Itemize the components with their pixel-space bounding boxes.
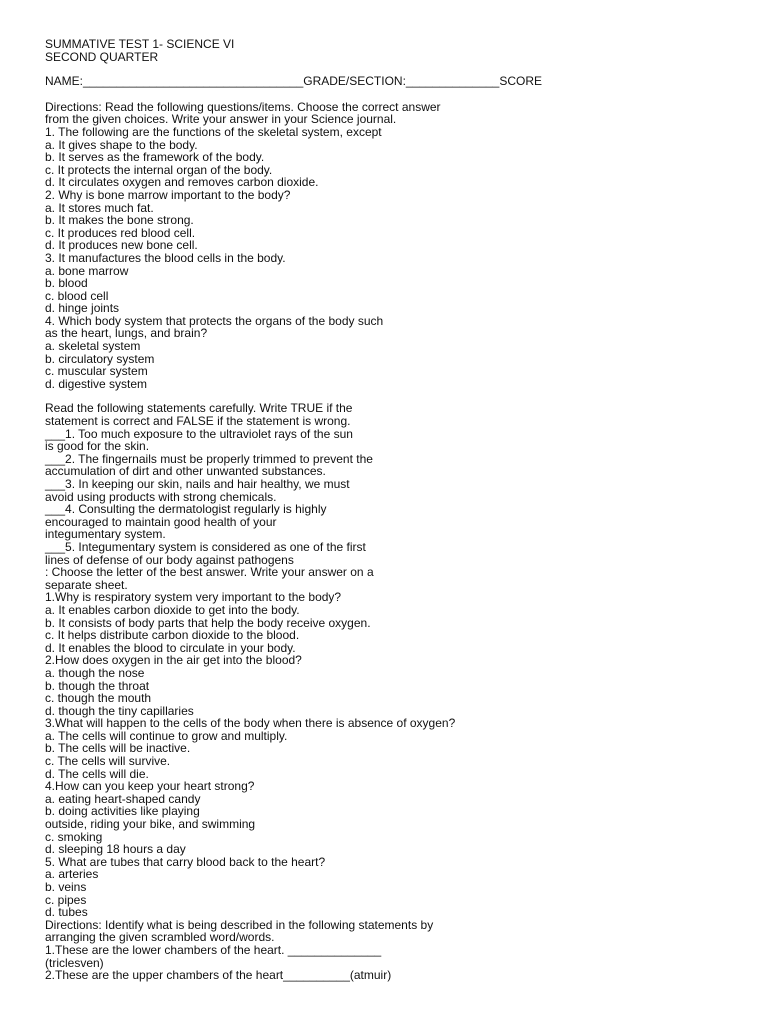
text-line: c. It produces red blood cell. xyxy=(45,225,196,240)
document-page xyxy=(45,38,745,982)
text-line: Directions: Identify what is being described in the following statements by xyxy=(45,917,434,932)
text-line: d. The cells will die. xyxy=(45,766,149,781)
text-line: c. The cells will survive. xyxy=(45,754,171,769)
text-line: c. blood cell xyxy=(45,288,109,303)
text-line: b. circulatory system xyxy=(45,351,155,366)
text-line: 2.How does oxygen in the air get into the blood? xyxy=(45,653,302,668)
text-line: a. It gives shape to the body. xyxy=(45,137,198,152)
text-line: encouraged to maintain good health of your xyxy=(45,514,277,529)
text-line: statement is correct and FALSE if the statement is wrong. xyxy=(45,414,351,429)
text-line: arranging the given scrambled word/words. xyxy=(45,930,275,945)
true-false-and-quiz-section xyxy=(45,402,745,981)
text-line: from the given choices. Write your answer in your Science journal. xyxy=(45,112,397,127)
text-line: ___2. The fingernails must be properly trimmed to prevent the xyxy=(45,451,373,466)
text-line: d. digestive system xyxy=(45,376,148,391)
text-line: 2. Why is bone marrow important to the body? xyxy=(45,187,291,202)
text-line: b. It consists of body parts that help the body receive oxygen. xyxy=(45,615,371,630)
text-line: accumulation of dirt and other unwanted substances. xyxy=(45,464,326,479)
text-line: c. pipes xyxy=(45,892,87,907)
text-line: 1.These are the lower chambers of the heart. ______________ xyxy=(45,942,382,957)
text-line: Read the following statements carefully. Write TRUE if the xyxy=(45,401,353,416)
text-line: b. though the throat xyxy=(45,678,150,693)
spacer xyxy=(45,88,745,101)
text-line: separate sheet. xyxy=(45,577,128,592)
text-line: d. It circulates oxygen and removes carbon dioxide. xyxy=(45,175,319,190)
document-title: SUMMATIVE TEST 1- SCIENCE VI xyxy=(45,37,235,51)
text-line: c. It helps distribute carbon dioxide to the blood. xyxy=(45,628,300,643)
text-line: avoid using products with strong chemicals. xyxy=(45,489,277,504)
text-line: a. It enables carbon dioxide to get into the body. xyxy=(45,602,300,617)
text-line: b. blood xyxy=(45,276,88,291)
text-line: ___5. Integumentary system is considered as one of the first xyxy=(45,539,366,554)
text-line: b. The cells will be inactive. xyxy=(45,741,191,756)
text-line: outside, riding your bike, and swimming xyxy=(45,817,256,832)
text-line: 1. The following are the functions of the skeletal system, except xyxy=(45,124,382,139)
text-line: d. It produces new bone cell. xyxy=(45,238,198,253)
text-line: d. It enables the blood to circulate in your body. xyxy=(45,640,296,655)
text-line: a. though the nose xyxy=(45,665,145,680)
text-line: 1.Why is respiratory system very important to the body? xyxy=(45,590,342,605)
text-line: 3. It manufactures the blood cells in the body. xyxy=(45,250,286,265)
text-line: 2.These are the upper chambers of the heart__________(atmuir) xyxy=(45,968,392,983)
text-line: ___3. In keeping our skin, nails and hair healthy, we must xyxy=(45,477,350,491)
text-line: a. It stores much fat. xyxy=(45,200,154,215)
text-line: 3.What will happen to the cells of the body when there is absence of oxygen? xyxy=(45,716,456,731)
text-line: b. It serves as the framework of the body. xyxy=(45,150,265,165)
text-line: a. skeletal system xyxy=(45,339,141,354)
text-line: is good for the skin. xyxy=(45,439,150,454)
text-line: b. It makes the bone strong. xyxy=(45,213,194,228)
text-line: c. though the mouth xyxy=(45,691,152,706)
text-line: ___4. Consulting the dermatologist regularly is highly xyxy=(45,502,327,517)
text-line: as the heart, lungs, and brain? xyxy=(45,326,208,341)
text-line: : Choose the letter of the best answer. Write your answer on a xyxy=(45,565,374,580)
text-line: ___1. Too much exposure to the ultraviolet rays of the sun xyxy=(45,426,353,441)
text-line: c. muscular system xyxy=(45,364,148,379)
text-line: b. veins xyxy=(45,880,87,894)
text-line: 4. Which body system that protects the organs of the body such xyxy=(45,313,384,328)
text-line: d. tubes xyxy=(45,905,88,920)
multiple-choice-section xyxy=(45,101,745,391)
text-line: 5. What are tubes that carry blood back to the heart? xyxy=(45,854,326,869)
text-line: a. bone marrow xyxy=(45,263,129,278)
text-line: c. smoking xyxy=(45,829,103,844)
text-line: lines of defense of our body against pathogens xyxy=(45,552,294,567)
text-line: (triclesven) xyxy=(45,955,104,970)
text-line: a. eating heart-shaped candy xyxy=(45,791,201,806)
text-line: 4.How can you keep your heart strong? xyxy=(45,779,255,794)
text-line: d. sleeping 18 hours a day xyxy=(45,842,186,857)
text-line: d. though the tiny capillaries xyxy=(45,703,194,718)
text-line: c. It protects the internal organ of the body. xyxy=(45,162,273,177)
text-line: b. doing activities like playing xyxy=(45,804,200,819)
text-line: a. The cells will continue to grow and multiply. xyxy=(45,728,288,743)
text-line: integumentary system. xyxy=(45,527,166,542)
text-line: a. arteries xyxy=(45,867,99,882)
text-line: Directions: Read the following questions/items. Choose the correct answer xyxy=(45,99,441,114)
student-info-line: NAME:_________________________________GRADE/SECTION:______________SCORE xyxy=(45,74,543,89)
text-line: d. hinge joints xyxy=(45,301,120,316)
document-subtitle: SECOND QUARTER xyxy=(45,49,159,64)
